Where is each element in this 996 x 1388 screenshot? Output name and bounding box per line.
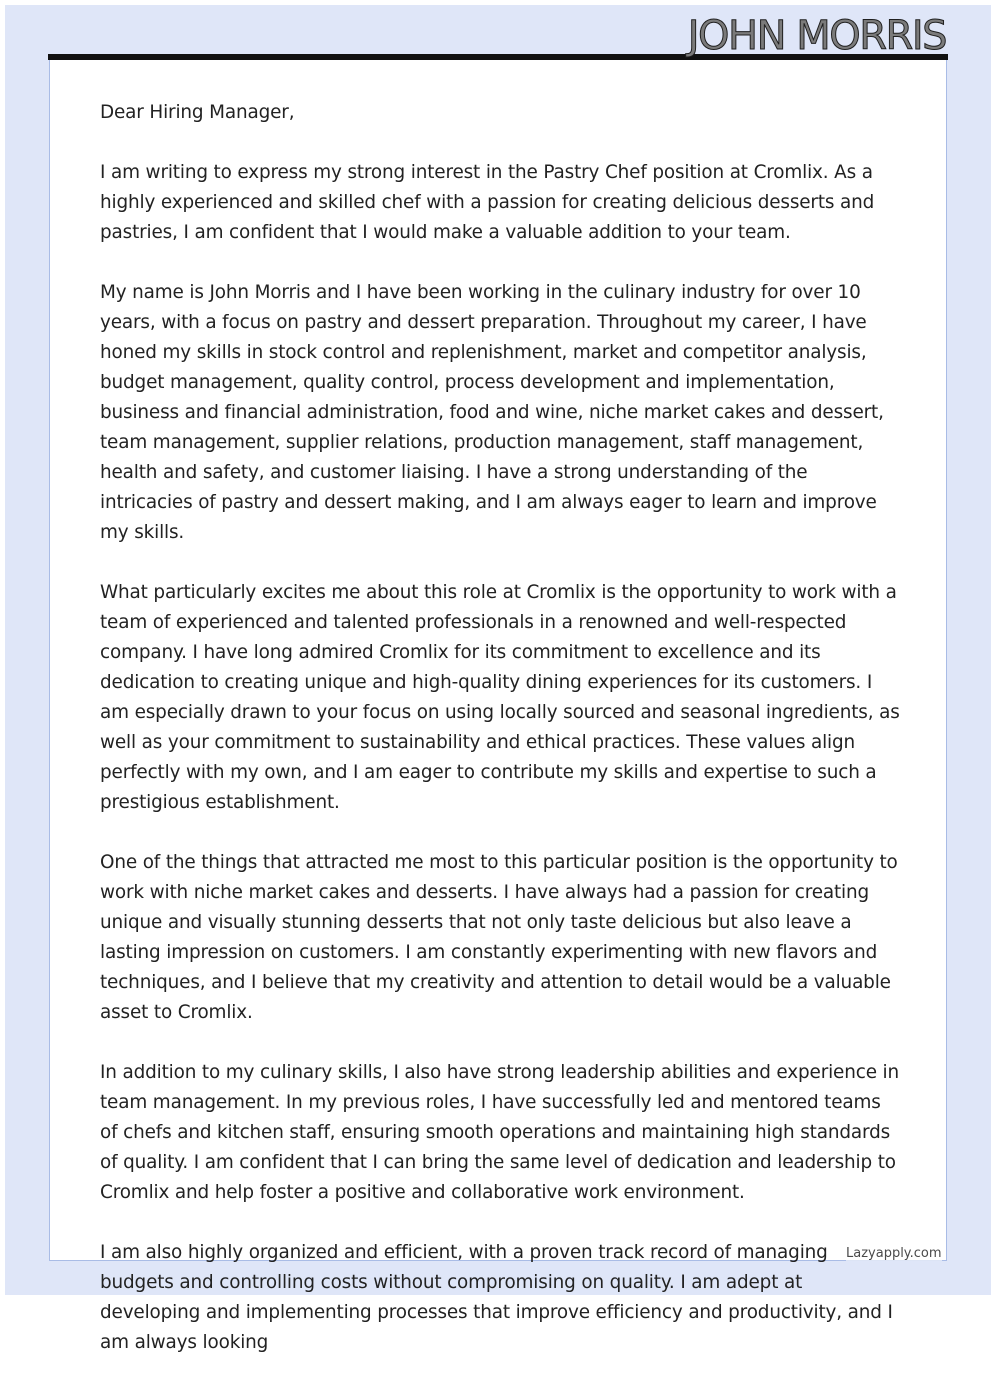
watermark-text: Lazyapply.com: [846, 1246, 942, 1261]
letter-paragraph: What particularly excites me about this role at Cromlix is the opportunity to work with a team of experienced and talented professionals in a renowned and well-respected company. I have long admired Cromlix for its commitment to excellence and its dedication to creating unique and high-quality dining experiences for its customers. I am especially drawn to your focus on using locally sourced and seasonal ingredients, as well as your commitment to sustainability and ethical practices. These values align perfectly with my own, and I am eager to contribute my skills and expertise to such a prestigious establishment.: [100, 582, 900, 813]
letter-paragraph: My name is John Morris and I have been working in the culinary industry for over 10 years, with a focus on pastry and dessert preparation. Throughout my career, I have honed my skills in stock control and replenishment, market and competitor analysis, budget management, quality control, process development and implementation, business and financial administration, food and wine, niche market cakes and dessert, team management, supplier relations, production management, staff management, health and safety, and customer liaising. I have a strong understanding of the intricacies of pastry and dessert making, and I am always eager to learn and improve my skills.: [100, 282, 884, 543]
letter-paragraph: In addition to my culinary skills, I also have strong leadership abilities and experience in team management. In my previous roles, I have successfully led and mentored teams of chefs and kitchen staff, ensuring smooth operations and maintaining high standards of quality. I am confident that I can bring the same level of dedication and leadership to Cromlix and help foster a positive and collaborative work environment.: [100, 1062, 900, 1203]
letter-paragraph: One of the things that attracted me most to this particular position is the opportunity to work with niche market cakes and desserts. I have always had a passion for creating unique and visually stunning desserts that not only taste delicious but also leave a lasting impression on customers. I am constantly experimenting with new flavors and techniques, and I believe that my creativity and attention to detail would be a valuable asset to Cromlix.: [100, 852, 898, 1023]
letter-body: [100, 98, 900, 1388]
author-name-heading: JOHN MORRIS: [687, 13, 946, 59]
letter-paragraph: I am also highly organized and efficient, with a proven track record of managing budgets and controlling costs without compromising on quality. I am adept at developing and implementing processes that improve efficiency and productivity, and I am always looking: [100, 1242, 893, 1353]
letter-greeting: Dear Hiring Manager,: [100, 102, 295, 123]
letter-paragraph: I am writing to express my strong interest in the Pastry Chef position at Cromlix. As a highly experienced and skilled chef with a passion for creating delicious desserts and pastries, I am confident that I would make a valuable addition to your team.: [100, 162, 875, 243]
